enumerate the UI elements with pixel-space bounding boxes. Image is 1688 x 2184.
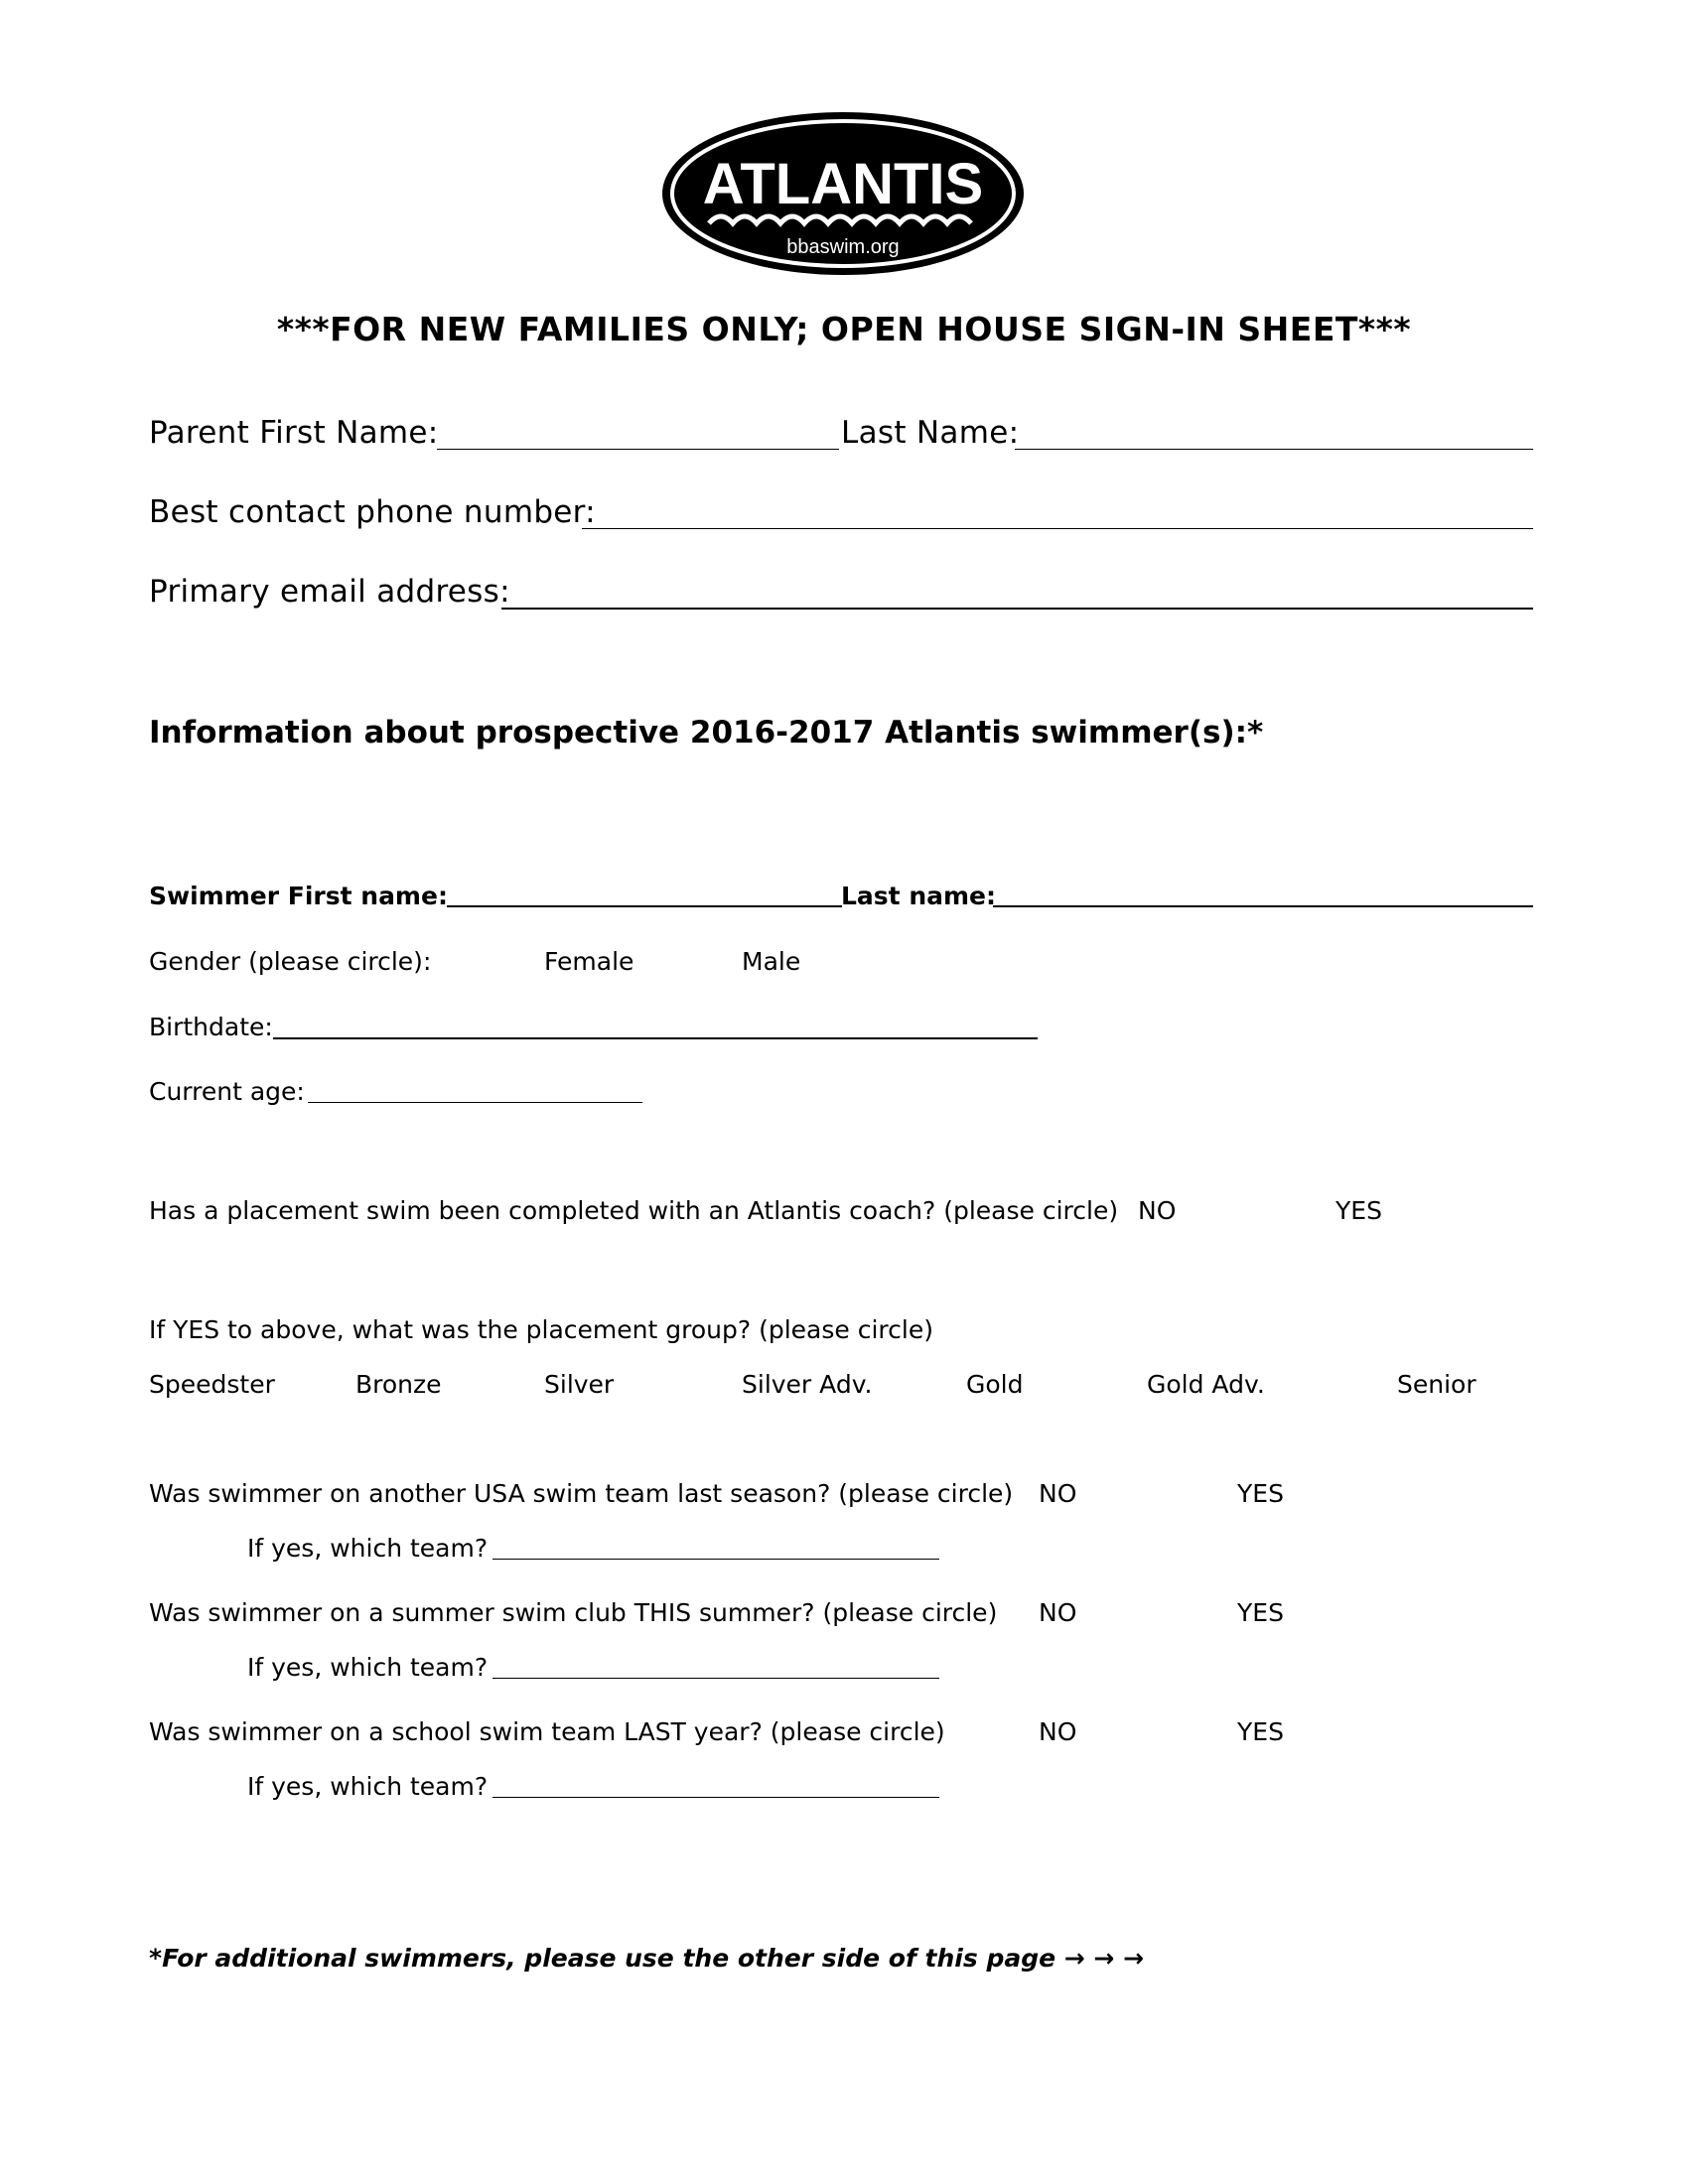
history-question-summer-club: Was swimmer on a summer swim club THIS summer? (please circle) (149, 1598, 998, 1627)
group-silver[interactable]: Silver (544, 1370, 615, 1399)
placement-question: Has a placement swim been completed with an Atlantis coach? (please circle) (149, 1196, 1119, 1225)
phone-label: Best contact phone number: (149, 494, 596, 530)
placement-option-yes[interactable]: YES (1336, 1196, 1382, 1225)
age-field[interactable] (308, 1102, 642, 1103)
swimmer-first-name-label: Swimmer First name: (149, 882, 448, 910)
history-usa-team-followup: If yes, which team? (247, 1534, 489, 1563)
history-question-school-team: Was swimmer on a school swim team LAST year? (please circle) (149, 1717, 945, 1746)
logo-brand-text: ATLANTIS (702, 152, 984, 216)
group-bronze[interactable]: Bronze (355, 1370, 442, 1399)
group-speedster[interactable]: Speedster (149, 1370, 275, 1399)
swimmer-first-name-field[interactable] (447, 905, 842, 907)
history-school-team-yes[interactable]: YES (1237, 1717, 1284, 1746)
age-label: Current age: (149, 1077, 305, 1106)
swimmer-last-name-label: Last name: (841, 882, 997, 910)
history-summer-club-followup: If yes, which team? (247, 1653, 489, 1682)
history-school-team-followup: If yes, which team? (247, 1772, 489, 1801)
group-gold-adv[interactable]: Gold Adv. (1147, 1370, 1265, 1399)
gender-option-male[interactable]: Male (742, 947, 801, 976)
parent-last-name-field[interactable] (1015, 449, 1533, 450)
atlantis-logo (659, 109, 1027, 278)
group-senior[interactable]: Senior (1397, 1370, 1477, 1399)
parent-first-name-field[interactable] (437, 449, 839, 450)
history-usa-team-field[interactable] (492, 1559, 939, 1560)
history-usa-team-yes[interactable]: YES (1237, 1479, 1284, 1508)
birthdate-label: Birthdate: (149, 1013, 273, 1041)
parent-first-name-label: Parent First Name: (149, 415, 439, 451)
history-summer-club-yes[interactable]: YES (1237, 1598, 1284, 1627)
swimmer-last-name-field[interactable] (993, 905, 1533, 907)
group-gold[interactable]: Gold (966, 1370, 1024, 1399)
history-usa-team-no[interactable]: NO (1039, 1479, 1077, 1508)
history-school-team-no[interactable]: NO (1039, 1717, 1077, 1746)
history-question-usa-team: Was swimmer on another USA swim team last season? (please circle) (149, 1479, 1014, 1508)
history-school-team-field[interactable] (492, 1797, 939, 1798)
gender-label: Gender (please circle): (149, 947, 432, 976)
birthdate-field[interactable] (273, 1037, 1038, 1039)
parent-last-name-label: Last Name: (841, 415, 1020, 451)
history-summer-club-no[interactable]: NO (1039, 1598, 1077, 1627)
email-field[interactable] (501, 608, 1533, 610)
group-silver-adv[interactable]: Silver Adv. (742, 1370, 873, 1399)
email-label: Primary email address: (149, 574, 510, 610)
footer-note: *For additional swimmers, please use the other side of this page → → → (149, 1944, 1145, 1973)
logo-website-text: bbaswim.org (786, 236, 900, 258)
swimmer-section-heading: Information about prospective 2016-2017 Atlantis swimmer(s):* (149, 715, 1264, 751)
history-summer-club-field[interactable] (492, 1678, 939, 1679)
page-title: ***FOR NEW FAMILIES ONLY; OPEN HOUSE SIGN-IN SHEET*** (276, 310, 1412, 348)
placement-group-question: If YES to above, what was the placement group? (please circle) (149, 1315, 933, 1344)
phone-field[interactable] (582, 528, 1533, 529)
gender-option-female[interactable]: Female (544, 947, 634, 976)
placement-option-no[interactable]: NO (1138, 1196, 1177, 1225)
